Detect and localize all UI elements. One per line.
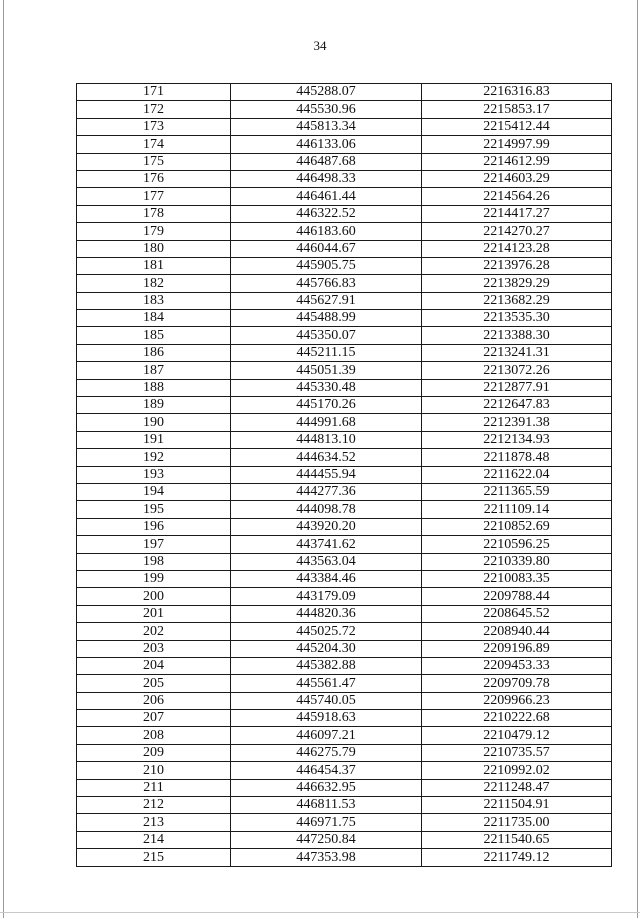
table-row — [77, 414, 612, 431]
point-number-cell: 214 — [77, 831, 231, 848]
y-coordinate-cell: 2211622.04 — [422, 466, 612, 483]
table-row — [77, 466, 612, 483]
y-coordinate-cell: 2213072.26 — [422, 362, 612, 379]
page-edge-right — [637, 0, 638, 918]
point-number-cell: 174 — [77, 136, 231, 153]
point-number-cell: 209 — [77, 744, 231, 761]
y-coordinate-cell: 2215412.44 — [422, 118, 612, 135]
point-number-cell: 199 — [77, 570, 231, 587]
x-coordinate-cell: 445211.15 — [231, 344, 422, 361]
y-coordinate-cell: 2214564.26 — [422, 188, 612, 205]
point-number-cell: 201 — [77, 605, 231, 622]
x-coordinate-cell: 446275.79 — [231, 744, 422, 761]
x-coordinate-cell: 445330.48 — [231, 379, 422, 396]
table-row — [77, 518, 612, 535]
table-row — [77, 310, 612, 327]
y-coordinate-cell: 2211735.00 — [422, 814, 612, 831]
x-coordinate-cell: 445025.72 — [231, 623, 422, 640]
x-coordinate-cell: 445918.63 — [231, 710, 422, 727]
y-coordinate-cell: 2216316.83 — [422, 84, 612, 101]
point-number-cell: 205 — [77, 675, 231, 692]
y-coordinate-cell: 2211109.14 — [422, 501, 612, 518]
table-row — [77, 588, 612, 605]
table-row — [77, 797, 612, 814]
coordinates-table-body — [77, 84, 612, 867]
table-row — [77, 553, 612, 570]
table-row — [77, 692, 612, 709]
table-row — [77, 379, 612, 396]
x-coordinate-cell: 447353.98 — [231, 849, 422, 866]
y-coordinate-cell: 2209966.23 — [422, 692, 612, 709]
x-coordinate-cell: 446811.53 — [231, 797, 422, 814]
y-coordinate-cell: 2212647.83 — [422, 397, 612, 414]
x-coordinate-cell: 445488.99 — [231, 310, 422, 327]
y-coordinate-cell: 2215853.17 — [422, 101, 612, 118]
table-row — [77, 170, 612, 187]
point-number-cell: 202 — [77, 623, 231, 640]
point-number-cell: 191 — [77, 431, 231, 448]
x-coordinate-cell: 445350.07 — [231, 327, 422, 344]
y-coordinate-cell: 2211878.48 — [422, 449, 612, 466]
table-row — [77, 831, 612, 848]
y-coordinate-cell: 2211749.12 — [422, 849, 612, 866]
y-coordinate-cell: 2212391.38 — [422, 414, 612, 431]
table-row — [77, 675, 612, 692]
table-row — [77, 605, 612, 622]
point-number-cell: 189 — [77, 397, 231, 414]
y-coordinate-cell: 2213535.30 — [422, 310, 612, 327]
point-number-cell: 207 — [77, 710, 231, 727]
point-number-cell: 206 — [77, 692, 231, 709]
table-row — [77, 762, 612, 779]
table-row — [77, 623, 612, 640]
x-coordinate-cell: 445813.34 — [231, 118, 422, 135]
x-coordinate-cell: 446183.60 — [231, 223, 422, 240]
table-row — [77, 344, 612, 361]
y-coordinate-cell: 2210992.02 — [422, 762, 612, 779]
table-row — [77, 536, 612, 553]
point-number-cell: 198 — [77, 553, 231, 570]
page-bottom-rule — [0, 912, 640, 913]
y-coordinate-cell: 2211248.47 — [422, 779, 612, 796]
y-coordinate-cell: 2209453.33 — [422, 657, 612, 674]
point-number-cell: 183 — [77, 292, 231, 309]
y-coordinate-cell: 2214417.27 — [422, 205, 612, 222]
point-number-cell: 181 — [77, 257, 231, 274]
point-number-cell: 186 — [77, 344, 231, 361]
point-number-cell: 204 — [77, 657, 231, 674]
point-number-cell: 208 — [77, 727, 231, 744]
table-row — [77, 779, 612, 796]
x-coordinate-cell: 446632.95 — [231, 779, 422, 796]
point-number-cell: 203 — [77, 640, 231, 657]
table-row — [77, 710, 612, 727]
table-row — [77, 292, 612, 309]
y-coordinate-cell: 2209196.89 — [422, 640, 612, 657]
y-coordinate-cell: 2211504.91 — [422, 797, 612, 814]
x-coordinate-cell: 445204.30 — [231, 640, 422, 657]
point-number-cell: 197 — [77, 536, 231, 553]
point-number-cell: 193 — [77, 466, 231, 483]
x-coordinate-cell: 443741.62 — [231, 536, 422, 553]
point-number-cell: 176 — [77, 170, 231, 187]
x-coordinate-cell: 446971.75 — [231, 814, 422, 831]
x-coordinate-cell: 445766.83 — [231, 275, 422, 292]
page-edge-left — [3, 0, 4, 918]
x-coordinate-cell: 443384.46 — [231, 570, 422, 587]
y-coordinate-cell: 2210222.68 — [422, 710, 612, 727]
page-number: 34 — [313, 38, 327, 53]
coordinates-table — [76, 83, 612, 867]
table-row — [77, 205, 612, 222]
x-coordinate-cell: 447250.84 — [231, 831, 422, 848]
point-number-cell: 194 — [77, 483, 231, 500]
x-coordinate-cell: 446097.21 — [231, 727, 422, 744]
table-row — [77, 640, 612, 657]
table-row — [77, 570, 612, 587]
table-row — [77, 397, 612, 414]
y-coordinate-cell: 2208940.44 — [422, 623, 612, 640]
y-coordinate-cell: 2214612.99 — [422, 153, 612, 170]
y-coordinate-cell: 2210479.12 — [422, 727, 612, 744]
x-coordinate-cell: 444098.78 — [231, 501, 422, 518]
table-row — [77, 223, 612, 240]
table-row — [77, 327, 612, 344]
x-coordinate-cell: 445051.39 — [231, 362, 422, 379]
y-coordinate-cell: 2209709.78 — [422, 675, 612, 692]
point-number-cell: 178 — [77, 205, 231, 222]
table-row — [77, 275, 612, 292]
table-row — [77, 483, 612, 500]
x-coordinate-cell: 444455.94 — [231, 466, 422, 483]
table-row — [77, 84, 612, 101]
x-coordinate-cell: 446322.52 — [231, 205, 422, 222]
table-row — [77, 101, 612, 118]
x-coordinate-cell: 445740.05 — [231, 692, 422, 709]
point-number-cell: 188 — [77, 379, 231, 396]
x-coordinate-cell: 446454.37 — [231, 762, 422, 779]
table-row — [77, 849, 612, 866]
y-coordinate-cell: 2214123.28 — [422, 240, 612, 257]
table-row — [77, 449, 612, 466]
y-coordinate-cell: 2213241.31 — [422, 344, 612, 361]
table-row — [77, 362, 612, 379]
point-number-cell: 177 — [77, 188, 231, 205]
table-row — [77, 727, 612, 744]
x-coordinate-cell: 446487.68 — [231, 153, 422, 170]
table-row — [77, 118, 612, 135]
point-number-cell: 172 — [77, 101, 231, 118]
point-number-cell: 171 — [77, 84, 231, 101]
point-number-cell: 184 — [77, 310, 231, 327]
x-coordinate-cell: 445288.07 — [231, 84, 422, 101]
y-coordinate-cell: 2212877.91 — [422, 379, 612, 396]
x-coordinate-cell: 445382.88 — [231, 657, 422, 674]
x-coordinate-cell: 446133.06 — [231, 136, 422, 153]
point-number-cell: 210 — [77, 762, 231, 779]
x-coordinate-cell: 446461.44 — [231, 188, 422, 205]
table-row — [77, 153, 612, 170]
y-coordinate-cell: 2213388.30 — [422, 327, 612, 344]
x-coordinate-cell: 443920.20 — [231, 518, 422, 535]
y-coordinate-cell: 2210735.57 — [422, 744, 612, 761]
y-coordinate-cell: 2208645.52 — [422, 605, 612, 622]
x-coordinate-cell: 444991.68 — [231, 414, 422, 431]
point-number-cell: 215 — [77, 849, 231, 866]
point-number-cell: 200 — [77, 588, 231, 605]
point-number-cell: 211 — [77, 779, 231, 796]
x-coordinate-cell: 445905.75 — [231, 257, 422, 274]
point-number-cell: 180 — [77, 240, 231, 257]
x-coordinate-cell: 443179.09 — [231, 588, 422, 605]
y-coordinate-cell: 2210852.69 — [422, 518, 612, 535]
y-coordinate-cell: 2212134.93 — [422, 431, 612, 448]
y-coordinate-cell: 2211540.65 — [422, 831, 612, 848]
y-coordinate-cell: 2211365.59 — [422, 483, 612, 500]
x-coordinate-cell: 444277.36 — [231, 483, 422, 500]
table-row — [77, 431, 612, 448]
y-coordinate-cell: 2210596.25 — [422, 536, 612, 553]
point-number-cell: 195 — [77, 501, 231, 518]
x-coordinate-cell: 445561.47 — [231, 675, 422, 692]
y-coordinate-cell: 2213976.28 — [422, 257, 612, 274]
point-number-cell: 175 — [77, 153, 231, 170]
table-row — [77, 744, 612, 761]
point-number-cell: 187 — [77, 362, 231, 379]
x-coordinate-cell: 446498.33 — [231, 170, 422, 187]
table-row — [77, 257, 612, 274]
table-row — [77, 188, 612, 205]
point-number-cell: 190 — [77, 414, 231, 431]
y-coordinate-cell: 2210083.35 — [422, 570, 612, 587]
table-row — [77, 240, 612, 257]
point-number-cell: 182 — [77, 275, 231, 292]
point-number-cell: 192 — [77, 449, 231, 466]
point-number-cell: 212 — [77, 797, 231, 814]
y-coordinate-cell: 2213829.29 — [422, 275, 612, 292]
y-coordinate-cell: 2209788.44 — [422, 588, 612, 605]
x-coordinate-cell: 444634.52 — [231, 449, 422, 466]
point-number-cell: 185 — [77, 327, 231, 344]
point-number-cell: 213 — [77, 814, 231, 831]
table-row — [77, 136, 612, 153]
y-coordinate-cell: 2214270.27 — [422, 223, 612, 240]
table-row — [77, 501, 612, 518]
x-coordinate-cell: 445170.26 — [231, 397, 422, 414]
point-number-cell: 179 — [77, 223, 231, 240]
point-number-cell: 196 — [77, 518, 231, 535]
table-row — [77, 814, 612, 831]
y-coordinate-cell: 2210339.80 — [422, 553, 612, 570]
x-coordinate-cell: 444820.36 — [231, 605, 422, 622]
x-coordinate-cell: 445530.96 — [231, 101, 422, 118]
y-coordinate-cell: 2214603.29 — [422, 170, 612, 187]
x-coordinate-cell: 445627.91 — [231, 292, 422, 309]
x-coordinate-cell: 443563.04 — [231, 553, 422, 570]
x-coordinate-cell: 444813.10 — [231, 431, 422, 448]
point-number-cell: 173 — [77, 118, 231, 135]
table-row — [77, 657, 612, 674]
x-coordinate-cell: 446044.67 — [231, 240, 422, 257]
y-coordinate-cell: 2214997.99 — [422, 136, 612, 153]
y-coordinate-cell: 2213682.29 — [422, 292, 612, 309]
